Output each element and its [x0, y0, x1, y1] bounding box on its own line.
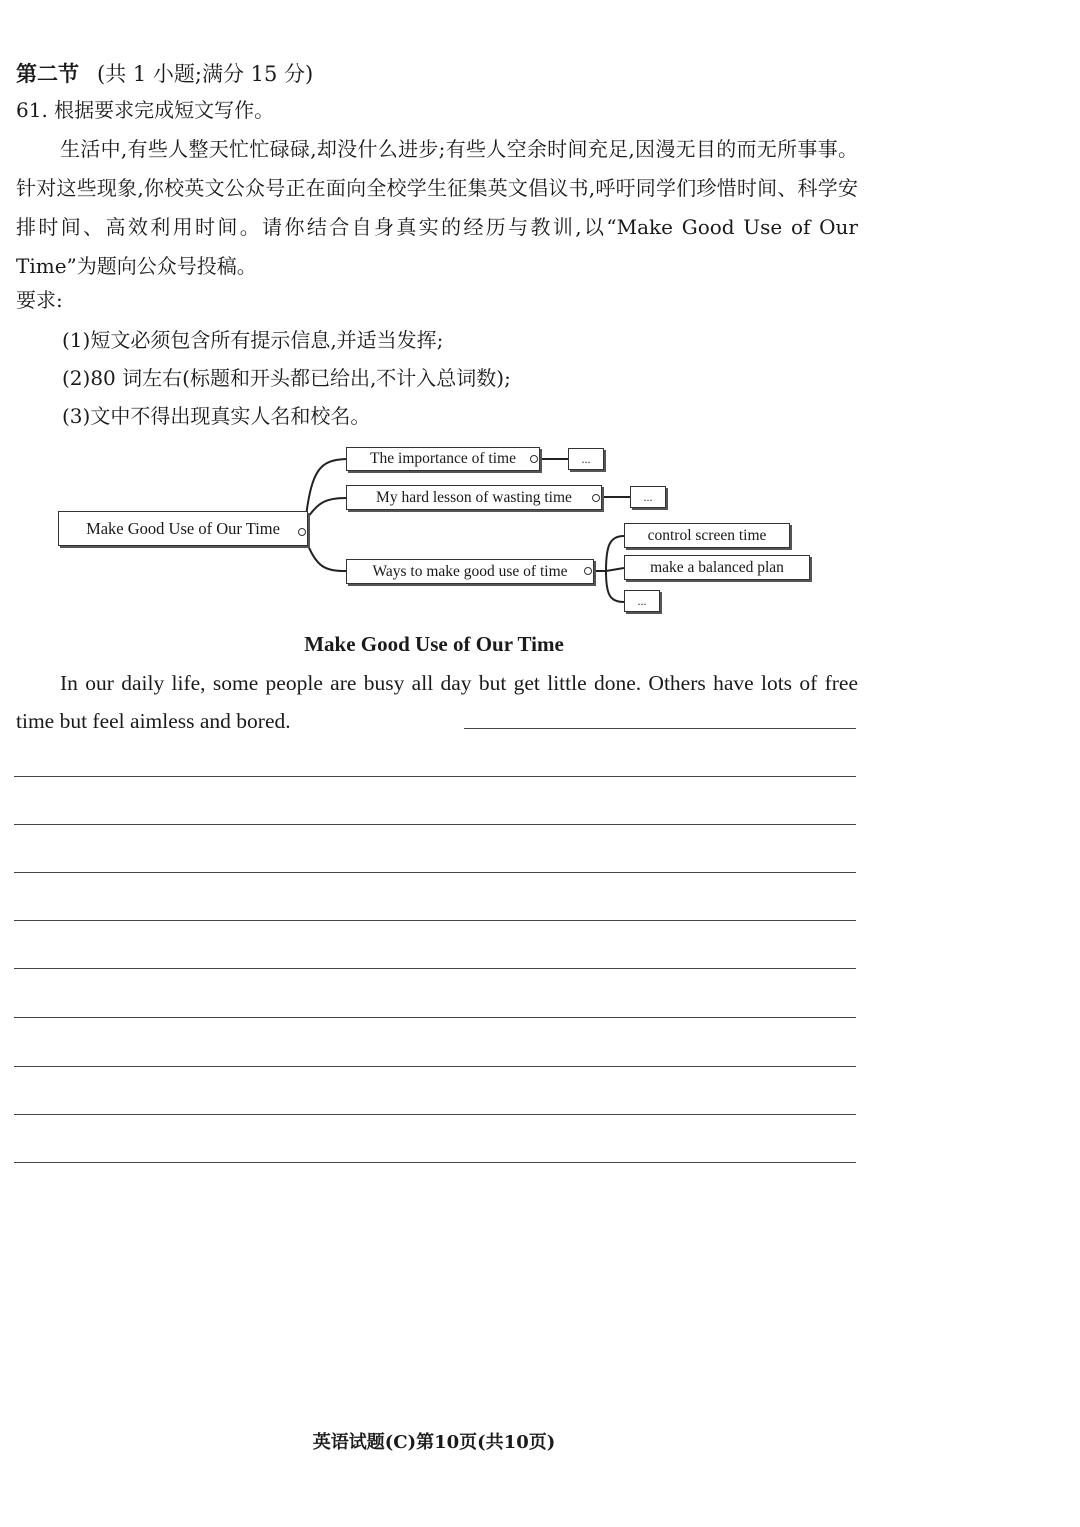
leaf-balanced-plan: make a balanced plan — [624, 555, 810, 580]
requirement-2: (2)80 词左右(标题和开头都已给出,不计入总词数); — [62, 366, 511, 390]
connector-leaf3a — [606, 536, 624, 571]
writing-line-3[interactable] — [14, 824, 856, 825]
writing-line-4[interactable] — [14, 872, 856, 873]
branch2-dot — [592, 494, 600, 502]
branch-hard-lesson: My hard lesson of wasting time — [346, 485, 602, 510]
page-footer: 英语试题(C)第10页(共10页) — [312, 1432, 556, 1453]
root-connector-dot — [298, 528, 306, 536]
mind-map-root: Make Good Use of Our Time — [58, 511, 308, 546]
writing-line-6[interactable] — [14, 968, 856, 969]
section-title: 第二节 — [16, 61, 79, 86]
leaf-ways-ellipsis: ... — [624, 590, 660, 612]
writing-line-8[interactable] — [14, 1066, 856, 1067]
writing-line-5[interactable] — [14, 920, 856, 921]
connector-root-branch2 — [306, 498, 346, 520]
section-note: (共 1 小题;满分 15 分) — [97, 62, 314, 86]
writing-line-1[interactable] — [464, 728, 856, 729]
connector-leaf3c — [606, 571, 624, 602]
requirement-3: (3)文中不得出现真实人名和校名。 — [62, 404, 371, 428]
connector-root-branch3 — [306, 540, 346, 571]
connector-root-branch1 — [306, 459, 346, 516]
branch-ways: Ways to make good use of time — [346, 559, 594, 584]
essay-title: Make Good Use of Our Time — [304, 632, 564, 656]
requirements-title: 要求: — [16, 288, 63, 312]
question-number: 61. 根据要求完成短文写作。 — [16, 98, 275, 122]
question-paragraph: 生活中,有些人整天忙忙碌碌,却没什么进步;有些人空余时间充足,因漫无目的而无所事事。针对这些现象,你校英文公众号正在面向全校学生征集英文倡议书,呼吁同学们珍惜时间、科学安排时间、高效利用时间。请你结合自身真实的经历与教训,以“Make Good Use of Our Time”为题向公众号投稿。 — [16, 137, 858, 278]
leaf-control-screen-time: control screen time — [624, 523, 790, 548]
writing-line-10[interactable] — [14, 1162, 856, 1163]
writing-line-7[interactable] — [14, 1017, 856, 1018]
branch3-dot — [584, 567, 592, 575]
essay-opening: In our daily life, some people are busy all day but get little done. Others have lots of free time but feel aimless and bored. — [16, 671, 858, 733]
connector-leaf3b — [606, 568, 624, 571]
requirement-1: (1)短文必须包含所有提示信息,并适当发挥; — [62, 328, 444, 352]
leaf-hard-lesson-ellipsis: ... — [630, 486, 666, 508]
leaf-importance-ellipsis: ... — [568, 448, 604, 470]
writing-line-9[interactable] — [14, 1114, 856, 1115]
branch1-dot — [530, 455, 538, 463]
branch-importance: The importance of time — [346, 447, 540, 471]
writing-line-2[interactable] — [14, 776, 856, 777]
